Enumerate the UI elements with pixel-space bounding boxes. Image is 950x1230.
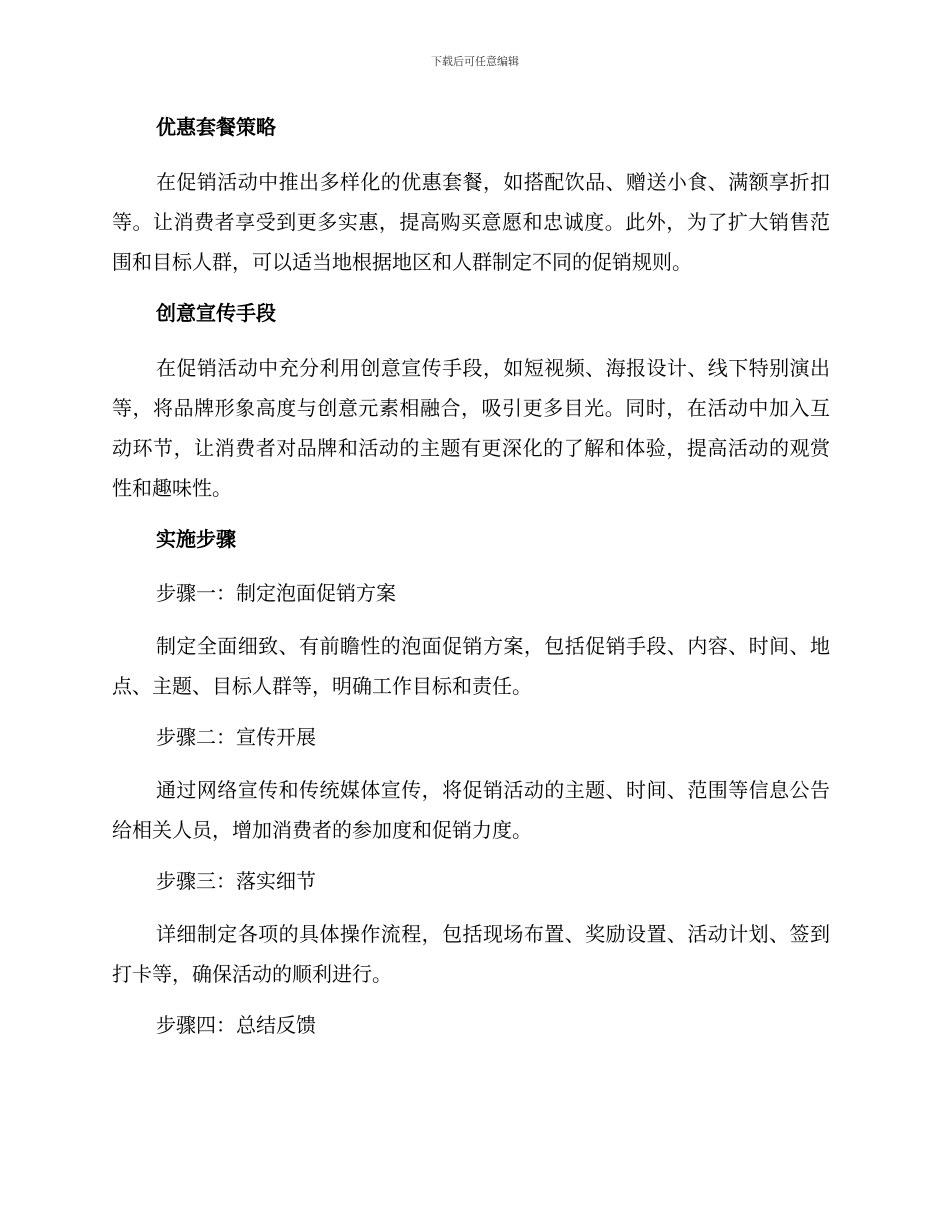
- document-body: [112, 108, 830, 1058]
- step-paragraph-1: 制定全面细致、有前瞻性的泡面促销方案，包括促销手段、内容、时间、地点、主题、目标人群等，明确工作目标和责任。: [112, 634, 830, 698]
- section-heading-discount-package: 优惠套餐策略: [156, 115, 276, 139]
- section-heading-implementation-steps: 实施步骤: [156, 527, 236, 551]
- section-paragraph-discount-package: 在促销活动中推出多样化的优惠套餐，如搭配饮品、赠送小食、满额享折扣等。让消费者享受到更多实惠，提高购买意愿和忠诚度。此外，为了扩大销售范围和目标人群，可以适当地根据地区和人群制定不同的促销规则。: [112, 170, 830, 274]
- step-title-3: 步骤三：落实细节: [156, 869, 316, 893]
- section-paragraph-creative-promotion: 在促销活动中充分利用创意宣传手段，如短视频、海报设计、线下特别演出等，将品牌形象高度与创意元素相融合，吸引更多目光。同时，在活动中加入互动环节，让消费者对品牌和活动的主题有更深化的了解和体验，提高活动的观赏性和趣味性。: [112, 356, 830, 500]
- step-title-1: 步骤一：制定泡面促销方案: [156, 581, 396, 605]
- page-header: 下载后可任意编辑: [431, 55, 519, 68]
- section-heading-creative-promotion: 创意宣传手段: [156, 301, 276, 325]
- step-title-4: 步骤四：总结反馈: [156, 1013, 316, 1037]
- step-paragraph-3: 详细制定各项的具体操作流程，包括现场布置、奖励设置、活动计划、签到打卡等，确保活动的顺利进行。: [112, 922, 830, 986]
- step-title-2: 步骤二：宣传开展: [156, 725, 316, 749]
- step-paragraph-2: 通过网络宣传和传统媒体宣传，将促销活动的主题、时间、范围等信息公告给相关人员，增加消费者的参加度和促销力度。: [112, 778, 830, 842]
